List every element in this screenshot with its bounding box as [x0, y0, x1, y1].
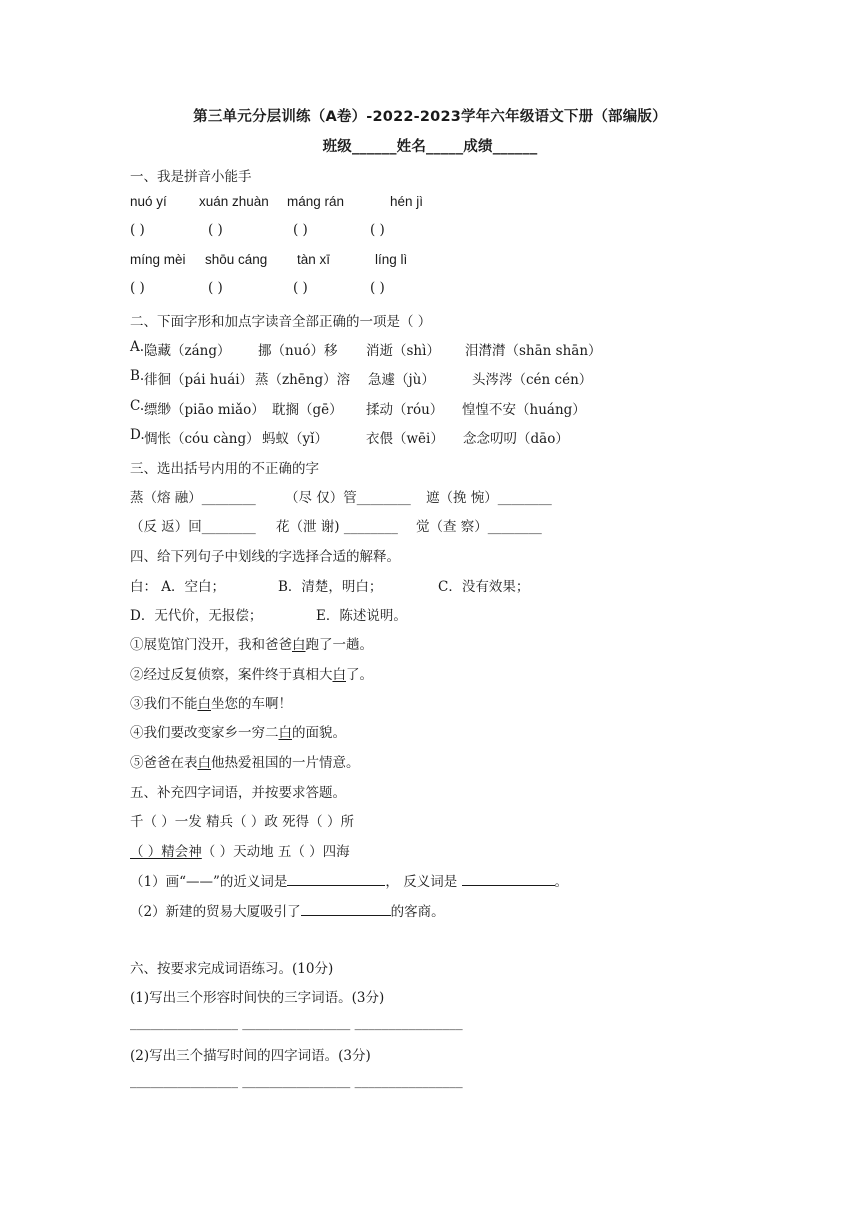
answer-paren: ( ) — [208, 222, 223, 238]
pinyin-item: líng lì — [375, 252, 408, 267]
answer-paren-row-1 — [130, 222, 450, 240]
underlined-char: 白 — [197, 755, 211, 771]
answer-paren: ( ) — [130, 222, 145, 238]
question-5-1 — [130, 870, 568, 890]
question-6-2: (2)写出三个描写时间的四字词语。(3分) — [130, 1048, 371, 1064]
definition-option: B．清楚，明白； — [278, 579, 383, 595]
sentence-text: ④我们要改变家乡一穷二 — [130, 725, 279, 741]
option-item: 蚂蚁（yǐ） — [262, 431, 328, 447]
sentence-text: 了。 — [346, 667, 373, 683]
char-choice-row-1 — [130, 486, 580, 504]
question-text: 的客商。 — [390, 904, 445, 920]
sentence-2 — [130, 663, 373, 683]
char-choice-row-2 — [130, 515, 580, 533]
idiom-row-1: 千（ ）一发 精兵（ ）政 死得（ ）所 — [130, 814, 354, 830]
underlined-char: 白 — [292, 637, 306, 653]
option-item: 泪潸潸（shān shān） — [465, 343, 602, 359]
sentence-4 — [130, 721, 346, 741]
pinyin-item: hén jì — [390, 194, 424, 209]
char-choice-item: （反 返）回________ — [130, 519, 256, 535]
sentence-text: ⑤爸爸在表 — [130, 755, 198, 771]
underlined-char: 白 — [278, 725, 292, 741]
answer-paren: ( ) — [293, 280, 308, 296]
pinyin-row-2 — [130, 252, 450, 270]
pinyin-item: tàn xī — [297, 252, 331, 267]
option-item: 挪（nuó）移 — [258, 343, 338, 359]
sentence-1 — [130, 633, 373, 653]
option-label: C. — [130, 398, 145, 414]
sentence-text: ②经过反复侦察，案件终于真相大 — [130, 667, 333, 683]
option-item: 消逝（shì） — [366, 343, 440, 359]
sentence-text: 坐您的车啊！ — [211, 696, 292, 712]
question-6-1: (1)写出三个形容时间快的三字词语。(3分) — [130, 990, 385, 1006]
worksheet-title: 第三单元分层训练（A卷）-2022-2023学年六年级语文下册（部编版） — [193, 109, 667, 125]
definition-option: 白： A．空白； — [130, 579, 226, 595]
option-item: 徘徊（pái huái） — [144, 372, 254, 388]
option-b-row — [130, 368, 610, 386]
underlined-char: 白 — [332, 667, 346, 683]
char-choice-item: 蒸（熔 融）________ — [130, 490, 256, 506]
option-item: 耽搁（gē） — [272, 402, 343, 418]
pinyin-item: míng mèi — [130, 252, 186, 267]
option-a-row — [130, 339, 610, 357]
answer-paren: ( ) — [130, 280, 145, 296]
option-item: 惶惶不安（huáng） — [462, 402, 586, 418]
option-item: 头涔涔（cén cén） — [472, 372, 593, 388]
sentence-text: 的面貌。 — [292, 725, 346, 741]
sentence-text: 跑了一趟。 — [305, 637, 373, 653]
char-choice-item: 觉（查 察）________ — [416, 519, 542, 535]
student-info-line: 班级______姓名_____成绩______ — [322, 139, 538, 155]
definition-options-row-1 — [130, 575, 550, 593]
sentence-text: ③我们不能 — [130, 696, 198, 712]
char-choice-item: 花（泄 谢) ________ — [276, 519, 398, 535]
section2-heading: 二、下面字形和加点字读音全部正确的一项是（ ） — [130, 314, 432, 330]
section1-heading: 一、我是拼音小能手 — [130, 169, 252, 185]
pinyin-item: shōu cáng — [205, 252, 268, 267]
answer-paren-row-2 — [130, 280, 450, 298]
section3-heading: 三、选出括号内用的不正确的字 — [130, 461, 319, 477]
option-label: D. — [130, 427, 145, 443]
answer-paren: ( ) — [370, 222, 385, 238]
option-item: 蒸（zhēng）溶 — [255, 372, 351, 388]
answer-blank[interactable] — [287, 872, 385, 886]
answer-paren: ( ) — [370, 280, 385, 296]
section4-heading: 四、给下列句子中划线的字选择合适的解释。 — [130, 549, 400, 565]
pinyin-row-1 — [130, 194, 450, 212]
answer-blank[interactable] — [462, 872, 555, 886]
option-item: 急遽（jù） — [368, 372, 435, 388]
section6-heading: 六、按要求完成词语练习。(10分) — [130, 961, 334, 977]
definition-option: C．没有效果； — [438, 579, 530, 595]
char-choice-item: （尽 仅）管________ — [285, 490, 411, 506]
answer-paren: ( ) — [208, 280, 223, 296]
pinyin-item: máng rán — [287, 194, 345, 209]
option-item: 隐藏（záng） — [144, 343, 231, 359]
answer-paren: ( ) — [293, 222, 308, 238]
sentence-3 — [130, 692, 292, 712]
char-choice-item: 遮（挽 惋）________ — [426, 490, 552, 506]
question-text: （2）新建的贸易大厦吸引了 — [130, 904, 301, 920]
pinyin-item: xuán zhuàn — [199, 194, 269, 209]
section5-heading: 五、补充四字词语，并按要求答题。 — [130, 785, 346, 801]
sentence-text: 他热爱祖国的一片情意。 — [211, 755, 360, 771]
option-label: B. — [130, 368, 145, 384]
sentence-text: ①展览馆门没开，我和爸爸 — [130, 637, 292, 653]
option-item: 揉动（róu） — [366, 402, 444, 418]
question-text: （1）画“——”的近义词是 — [130, 874, 288, 890]
option-item: 缥缈（piāo miǎo） — [144, 402, 265, 418]
option-item: 念念叨叨（dāo） — [463, 431, 569, 447]
answer-blank[interactable] — [301, 902, 391, 916]
question-text: ， 反义词是 — [385, 874, 458, 890]
definition-options-row-2 — [130, 604, 550, 622]
definition-option: D．无代价，无报偿； — [130, 608, 263, 624]
answer-line-1[interactable]: ________________ ________________ ________________ — [130, 1015, 463, 1031]
option-item: 惆怅（cóu càng） — [144, 431, 260, 447]
option-label: A. — [130, 339, 145, 355]
option-item: 衣偎（wēi） — [366, 431, 444, 447]
idiom-text: （ ）天动地 五（ ）四海 — [201, 844, 350, 860]
underlined-idiom: （ ）精会神 — [130, 844, 202, 860]
question-text: 。 — [554, 874, 568, 890]
pinyin-item: nuó yí — [130, 194, 167, 209]
definition-option: E．陈述说明。 — [316, 608, 407, 624]
answer-line-2[interactable]: ________________ ________________ ________________ — [130, 1073, 463, 1089]
underlined-char: 白 — [197, 696, 211, 712]
question-5-2 — [130, 900, 445, 920]
option-c-row — [130, 398, 610, 416]
sentence-5 — [130, 751, 360, 771]
idiom-row-2 — [130, 840, 350, 860]
option-d-row — [130, 427, 610, 445]
